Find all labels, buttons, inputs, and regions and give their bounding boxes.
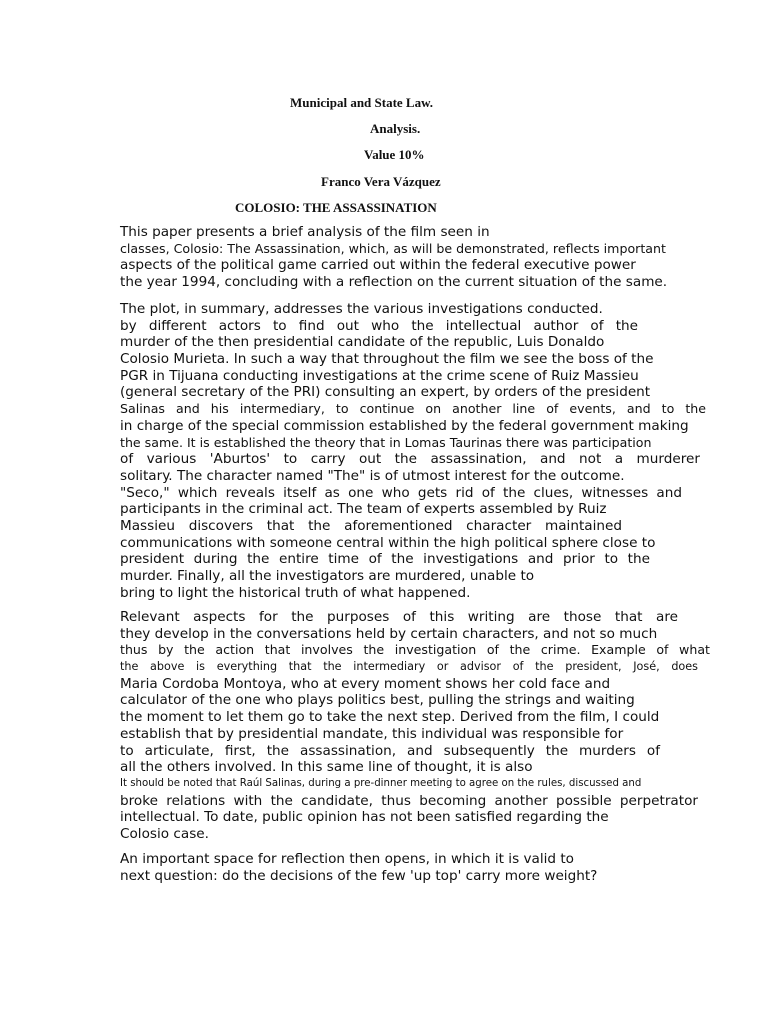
text-line: the year 1994, concluding with a reflection on the current situation of the same. <box>120 274 668 291</box>
text-line: intellectual. To date, public opinion has not been satisfied regarding the <box>120 809 609 826</box>
paragraph-2 <box>120 301 706 601</box>
text-line: they develop in the conversations held by certain characters, and not so much <box>120 625 658 642</box>
text-line: participants in the criminal act. The team of experts assembled by Ruiz <box>120 501 607 518</box>
text-line: by different actors to find out who the intellectual author of the <box>120 317 638 334</box>
text-line: murder. Finally, all the investigators are murdered, unable to <box>120 568 535 584</box>
text-line: communications with someone central within the high political sphere close to <box>120 534 656 551</box>
text-line: bring to light the historical truth of what happened. <box>120 584 471 601</box>
text-line: "Seco," which reveals itself as one who gets rid of the clues, witnesses and <box>120 484 682 501</box>
text-line: This paper presents a brief analysis of the film seen in <box>120 224 490 240</box>
text-line: The plot, in summary, addresses the various investigations conducted. <box>120 301 603 317</box>
text-line: the same. It is established the theory that in Lomas Taurinas there was participation <box>120 434 652 450</box>
text-line: PGR in Tijuana conducting investigations at the crime scene of Ruiz Massieu <box>120 367 639 384</box>
text-line: the moment to let them go to take the next step. Derived from the film, I could <box>120 709 660 726</box>
text-line: president during the entire time of the investigations and prior to the <box>120 551 650 568</box>
text-line: broke relations with the candidate, thus becoming another possible perpetrator <box>120 792 698 809</box>
text-line: Relevant aspects for the purposes of this writing are those that are <box>120 609 678 625</box>
text-line: in charge of the special commission established by the federal government making <box>120 417 689 434</box>
text-line: to articulate, first, the assassination, and subsequently the murders of <box>120 742 660 759</box>
assignment-value: Value 10% <box>364 147 425 162</box>
text-line: It should be noted that Raúl Salinas, during a pre-dinner meeting to agree on the rules, discussed and <box>120 777 642 789</box>
text-line: Salinas and his intermediary, to continue on another line of events, and to the <box>120 401 706 417</box>
text-line: of various 'Aburtos' to carry out the assassination, and not a murderer <box>120 451 700 468</box>
text-line: Colosio case. <box>120 825 209 842</box>
text-line: solitary. The character named "The" is of utmost interest for the outcome. <box>120 467 625 484</box>
document-type: Analysis. <box>370 121 421 136</box>
text-line: calculator of the one who plays politics best, pulling the strings and waiting <box>120 692 635 709</box>
text-line: establish that by presidential mandate, this individual was responsible for <box>120 725 624 742</box>
text-line: Colosio Murieta. In such a way that throughout the film we see the boss of the <box>120 351 654 368</box>
text-line: (general secretary of the PRI) consulting an expert, by orders of the president <box>120 384 651 401</box>
text-line: the above is everything that the intermediary or advisor of the president, José, does <box>120 660 698 674</box>
paragraph-4 <box>120 851 698 884</box>
text-line: Massieu discovers that the aforementioned character maintained <box>120 517 622 534</box>
text-line: murder of the then presidential candidate of the republic, Luis Donaldo <box>120 334 605 351</box>
text-line: Maria Cordoba Montoya, who at every moment shows her cold face and <box>120 675 611 692</box>
text-line: classes, Colosio: The Assassination, which, as will be demonstrated, reflects important <box>120 240 666 256</box>
paragraph-1 <box>120 224 698 291</box>
text-line: aspects of the political game carried out within the federal executive power <box>120 257 636 274</box>
author-name: Franco Vera Vázquez <box>321 174 441 189</box>
paragraph-3 <box>120 609 710 843</box>
text-line: next question: do the decisions of the few 'up top' carry more weight? <box>120 867 598 884</box>
course-name: Municipal and State Law. <box>290 95 434 110</box>
text-line: An important space for reflection then opens, in which it is valid to <box>120 851 575 867</box>
text-line: all the others involved. In this same line of thought, it is also <box>120 759 533 776</box>
text-line: thus by the action that involves the investigation of the crime. Example of what <box>120 642 710 658</box>
document-title: COLOSIO: THE ASSASSINATION <box>235 200 437 215</box>
